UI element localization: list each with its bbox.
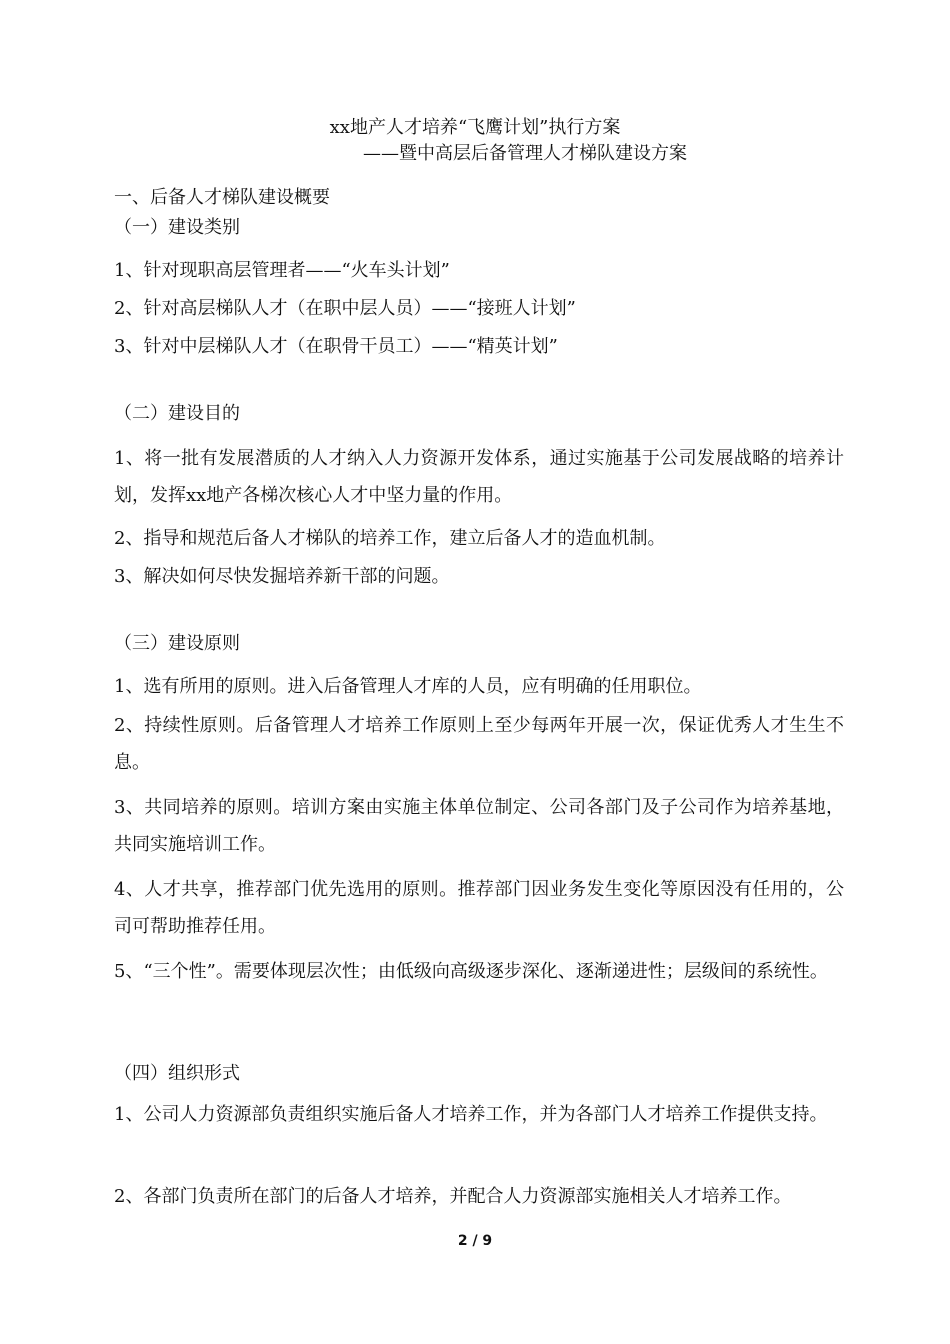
list-item: 1、选有所用的原则。进入后备管理人才库的人员，应有明确的任用职位。 bbox=[114, 676, 702, 697]
section-1-heading: （一）建设类别 bbox=[114, 217, 240, 238]
list-item: 2、持续性原则。后备管理人才培养工作原则上至少每两年开展一次，保证优秀人才生生不息。 bbox=[114, 715, 844, 773]
list-item: 1、公司人力资源部负责组织实施后备人才培养工作，并为各部门人才培养工作提供支持。 bbox=[114, 1104, 828, 1125]
list-item: 3、解决如何尽快发掘培养新干部的问题。 bbox=[114, 566, 450, 587]
overview-heading: 一、后备人才梯队建设概要 bbox=[114, 187, 330, 208]
list-item: 2、指导和规范后备人才梯队的培养工作，建立后备人才的造血机制。 bbox=[114, 528, 666, 549]
section-2-heading: （二）建设目的 bbox=[114, 403, 240, 424]
list-item: 1、针对现职高层管理者——“火车头计划” bbox=[114, 260, 450, 281]
list-item: 1、将一批有发展潜质的人才纳入人力资源开发体系，通过实施基于公司发展战略的培养计划，发挥xx地产各梯次核心人才中坚力量的作用。 bbox=[114, 448, 844, 506]
list-item: 4、人才共享，推荐部门优先选用的原则。推荐部门因业务发生变化等原因没有任用的，公司可帮助推荐任用。 bbox=[114, 879, 844, 937]
document-subtitle: ——暨中高层后备管理人才梯队建设方案 bbox=[363, 143, 687, 164]
page-number: 2 / 9 bbox=[457, 1233, 493, 1249]
section-4-heading: （四）组织形式 bbox=[114, 1063, 240, 1084]
list-item: 2、针对高层梯队人才（在职中层人员）——“接班人计划” bbox=[114, 298, 576, 319]
list-item: 3、针对中层梯队人才（在职骨干员工）——“精英计划” bbox=[114, 336, 558, 357]
list-item: 5、“三个性”。需要体现层次性；由低级向高级逐步深化、逐渐递进性；层级间的系统性。 bbox=[114, 961, 828, 982]
document-title: xx地产人才培养“飞鹰计划”执行方案 bbox=[329, 117, 621, 138]
list-item: 2、各部门负责所在部门的后备人才培养，并配合人力资源部实施相关人才培养工作。 bbox=[114, 1186, 792, 1207]
list-item: 3、共同培养的原则。培训方案由实施主体单位制定、公司各部门及子公司作为培养基地，共同实施培训工作。 bbox=[114, 797, 844, 855]
section-3-heading: （三）建设原则 bbox=[114, 633, 240, 654]
